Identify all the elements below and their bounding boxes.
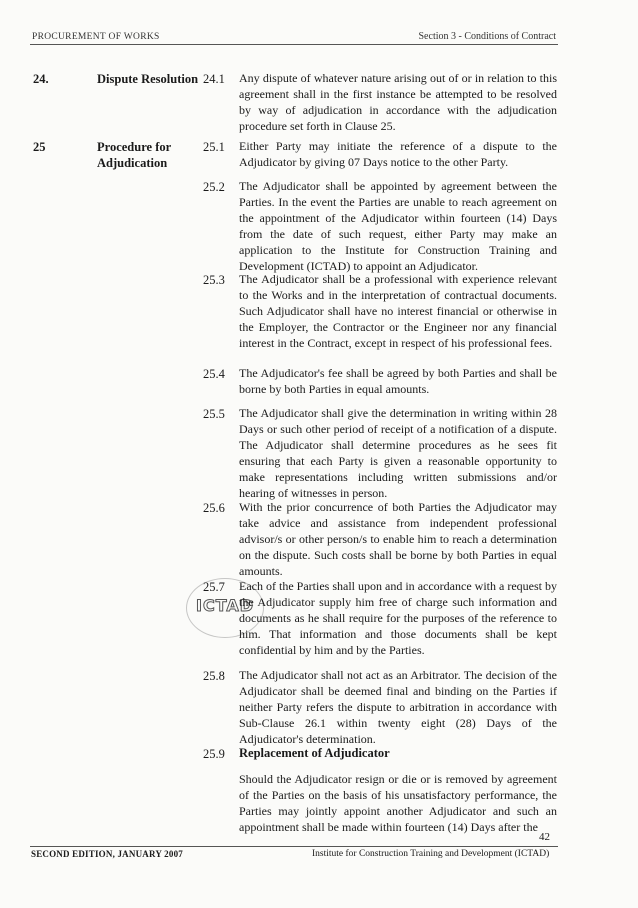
subclause-number: 25.5	[203, 407, 225, 421]
subclause-number: 25.2	[203, 180, 225, 194]
subclause-text: Each of the Parties shall upon and in accordance with a request by the Adjudicator supply him free of charge such information and documents as he shall require for the purposes of the reference to him. That information and those documents shall be kept confidential by him and by the Parties.	[239, 579, 557, 657]
clause-number: 24.	[33, 72, 49, 86]
clause-number: 25	[33, 140, 46, 154]
subclause-number: 24.1	[203, 72, 225, 86]
subclause-text: With the prior concurrence of both Parties the Adjudicator may take advice and assistance from independent professional advisor/s or other person/s to enable him to reach a determination on the dispute. Such costs shall be borne by both Parties in equal amounts.	[239, 500, 557, 578]
subclause-text: Either Party may initiate the reference of a dispute to the Adjudicator by giving 07 Days notice to the other Party.	[239, 139, 557, 169]
subclause-number: 25.1	[203, 140, 225, 154]
subclause-number: 25.8	[203, 669, 225, 683]
footer-publisher: Institute for Construction Training and Development (ICTAD)	[312, 849, 550, 859]
clause-title: Dispute Resolution	[97, 72, 199, 86]
subclause-heading: Replacement of Adjudicator	[239, 746, 390, 760]
subclause-text: The Adjudicator shall not act as an Arbitrator. The decision of the Adjudicator shall be deemed final and binding on the Parties if neither Party refers the dispute to arbitration in accordance with Sub-Clause 26.1 within twenty eight (28) Days of the Adjudicator's determination.	[239, 668, 557, 746]
subclause-number: 25.6	[203, 501, 225, 515]
header-doc-title: PROCUREMENT OF WORKS	[32, 32, 160, 42]
ictad-logo: ICTAD	[196, 596, 255, 615]
subclause-text: The Adjudicator shall be a professional with experience relevant to the Works and in the interpretation of contractual documents. Such Adjudicator shall have no interest financial or otherwise in the Employer, the Contractor or the Engineer nor any financial interest in the Contract, except in respect of his professional fees.	[239, 272, 557, 350]
subclause-number: 25.7	[203, 580, 225, 594]
subclause-text: Should the Adjudicator resign or die or is removed by agreement of the Parties on the basis of his unsatisfactory performance, the Parties may jointly appoint another Adjudicator and such an appointment shall be made within fourteen (14) Days after the	[239, 772, 557, 834]
header-rule	[30, 44, 558, 45]
subclause-text: The Adjudicator's fee shall be agreed by both Parties and shall be borne by both Parties in equal amounts.	[239, 366, 557, 396]
footer-edition: SECOND EDITION, JANUARY 2007	[31, 849, 183, 859]
header-section-title: Section 3 - Conditions of Contract	[418, 31, 556, 42]
subclause-number: 25.4	[203, 367, 225, 381]
subclause-number: 25.3	[203, 273, 225, 287]
footer-rule	[30, 846, 558, 847]
subclause-text: Any dispute of whatever nature arising out of or in relation to this agreement shall in the first instance be attempted to be resolved by way of adjudication in accordance with the adjudication procedure set forth in Clause 25.	[239, 71, 557, 133]
subclause-text: The Adjudicator shall give the determination in writing within 28 Days or such other period of receipt of a notification of a dispute. The Adjudicator shall determine procedures as he sees fit ensuring that each Party is given a reasonable opportunity to make representations including written submissions and/or hearing of witnesses in person.	[239, 406, 557, 500]
subclause-text: The Adjudicator shall be appointed by agreement between the Parties. In the event the Parties are unable to reach agreement on the appointment of the Adjudicator within fourteen (14) Days from the date of such request, either Party may make an application to the Institute for Construction Training and Development (ICTAD) to appoint an Adjudicator.	[239, 179, 557, 273]
subclause-number: 25.9	[203, 747, 225, 761]
clause-title: Procedure for Adjudication	[97, 140, 171, 170]
page-number: 42	[539, 831, 550, 843]
